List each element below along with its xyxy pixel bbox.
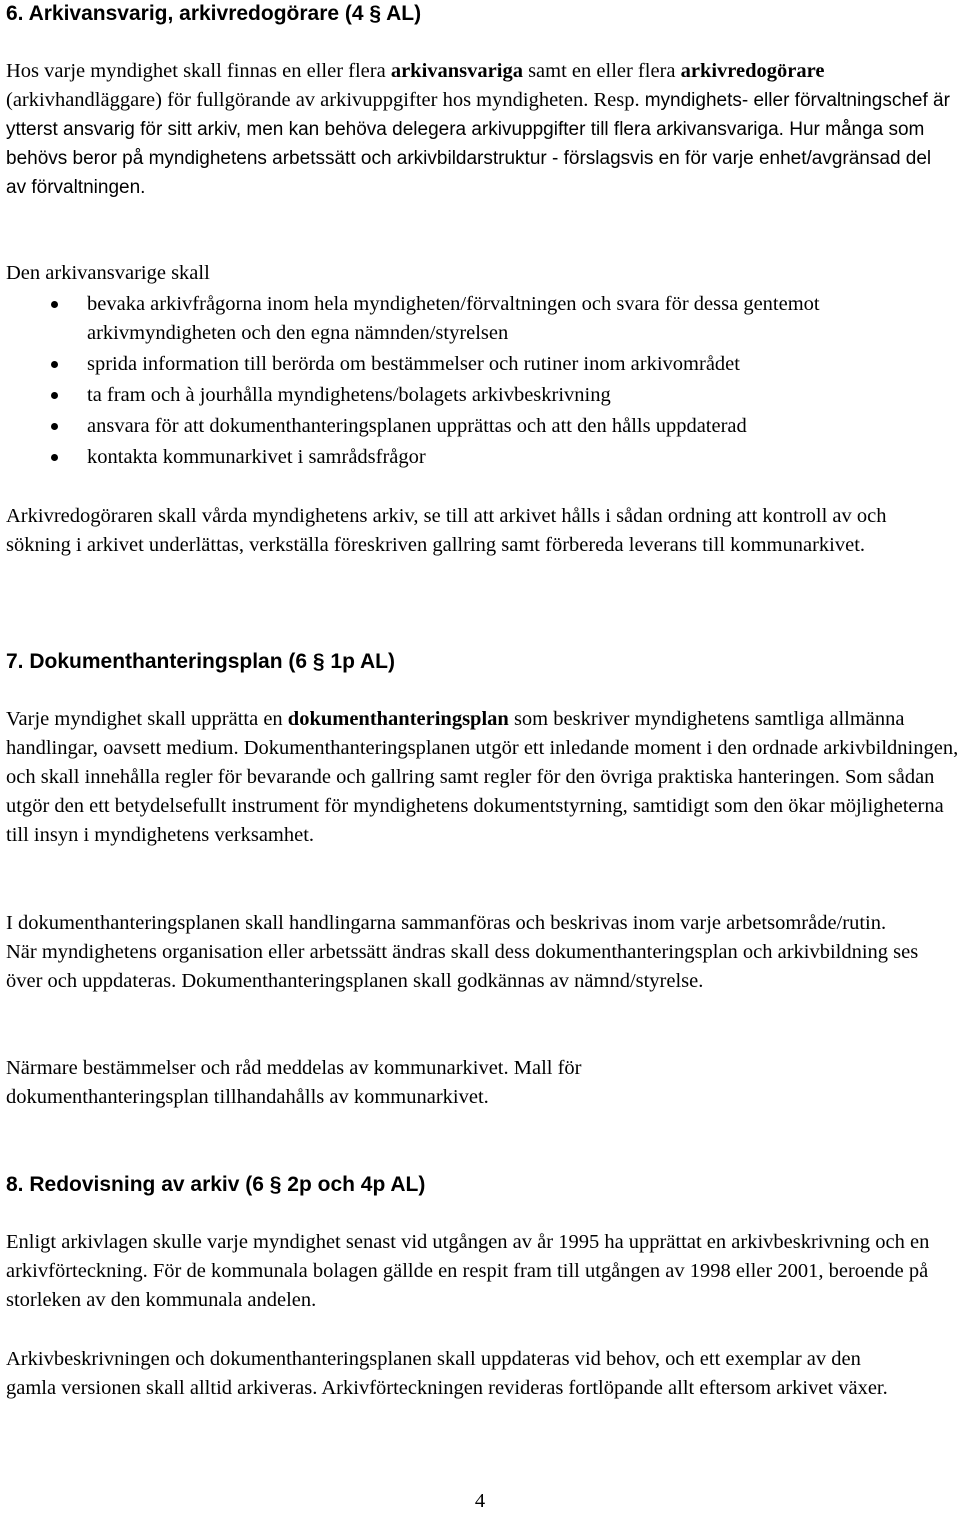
- section-8-paragraph-2: Arkivbeskrivningen och dokumenthanteringsplanen skall uppdateras vid behov, och ett exemplar av den gamla versionen skall alltid arkiveras. Arkivförteckningen revideras fortlöpande allt eftersom arkivet växer.: [6, 1348, 888, 1399]
- section-8-heading: 8. Redovisning av arkiv (6 § 2p och 4p AL): [6, 1173, 426, 1196]
- bullet-icon: [51, 454, 58, 461]
- list-item: sprida information till berörda om bestämmelser och rutiner inom arkivområdet: [6, 350, 956, 379]
- list-item: ta fram och à jourhålla myndighetens/bolagets arkivbeskrivning: [6, 381, 956, 410]
- term-dokumenthanteringsplan: dokumenthanteringsplan: [287, 708, 509, 730]
- bullet-icon: [51, 301, 58, 308]
- bullet-icon: [51, 392, 58, 399]
- list-item: bevaka arkivfrågorna inom hela myndigheten/förvaltningen och svara för dessa gentemot arkivmyndigheten och den egna nämnden/styrelsen: [6, 290, 956, 348]
- section-7-heading: 7. Dokumenthanteringsplan (6 § 1p AL): [6, 650, 395, 673]
- section-7-paragraph-3: Närmare bestämmelser och råd meddelas av kommunarkivet. Mall för dokumenthanteringsplan tillhandahålls av kommunarkivet.: [6, 1057, 582, 1108]
- page-number: 4: [474, 1490, 486, 1512]
- section-7-paragraph-1: Varje myndighet skall upprätta en dokumenthanteringsplan som beskriver myndighetens samtliga allmänna handlingar, oavsett medium. Dokumenthanteringsplanen utgör ett inledande moment i den ordnade arkivbildningen, och skall innehålla regler för bevarande och gallring samt regler för den övriga praktiska hanteringen. Som sådan utgör den ett betydelsefullt instrument för myndighetens dokumentstyrning, samtidigt som den ökar möjligheterna till insyn i myndighetens verksamhet.: [6, 708, 959, 846]
- term-arkivansvariga: arkivansvariga: [390, 60, 523, 82]
- section-6-paragraph-1: Hos varje myndighet skall finnas en eller flera arkivansvariga samt en eller flera arkivredogörare (arkivhandläggare) för fullgörande av arkivuppgifter hos myndigheten. Resp. myndighets- eller förvaltningschef är ytterst ansvarig för sitt arkiv, men kan behöva delegera arkivuppgifter till flera arkivansvariga. Hur många som behövs beror på myndighetens arbetssätt och arkivbildarstruktur - förslagsvis en för varje enhet/avgränsad del av förvaltningen.: [6, 60, 950, 198]
- list-item: kontakta kommunarkivet i samrådsfrågor: [6, 443, 956, 472]
- section-6-heading: 6. Arkivansvarig, arkivredogörare (4 § AL): [6, 2, 422, 25]
- list-item: ansvara för att dokumenthanteringsplanen upprättas och att den hålls uppdaterad: [6, 412, 956, 441]
- bullet-icon: [51, 361, 58, 368]
- bullet-icon: [51, 423, 58, 430]
- section-6-paragraph-2: Arkivredogöraren skall vårda myndighetens arkiv, se till att arkivet hålls i sådan ordning att kontroll av och sökning i arkivet underlättas, verkställa föreskriven gallring samt förbereda leverans till kommunarkivet.: [6, 505, 887, 556]
- section-8-paragraph-1: Enligt arkivlagen skulle varje myndighet senast vid utgången av år 1995 ha upprättat en arkivbeskrivning och en arkivförteckning. För de kommunala bolagen gällde en respit fram till utgången av 1998 eller 2001, beroende på storleken av den kommunala andelen.: [6, 1231, 930, 1311]
- term-arkivredogorare: arkivredogörare: [680, 60, 825, 82]
- section-7-paragraph-2: I dokumenthanteringsplanen skall handlingarna sammanföras och beskrivas inom varje arbetsområde/rutin. När myndighetens organisation eller arbetssätt ändras skall dess dokumenthanteringsplan och arkivbildning ses över och uppdateras. Dokumenthanteringsplanen skall godkännas av nämnd/styrelse.: [6, 912, 919, 992]
- section-6-intro: Den arkivansvarige skall: [6, 262, 210, 284]
- responsibility-list: [6, 290, 956, 472]
